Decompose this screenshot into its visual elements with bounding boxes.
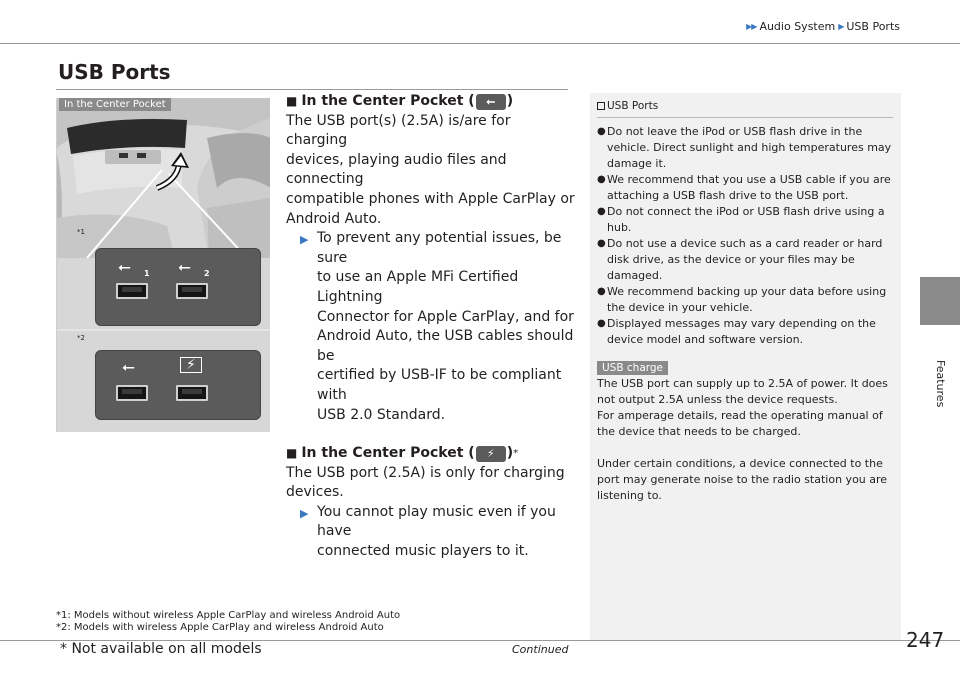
bullet-line: We recommend backing up your data before using — [607, 285, 887, 298]
sidebar-notes — [590, 93, 901, 640]
chapter-tab[interactable] — [920, 277, 960, 325]
usb-icon: ⭠ — [118, 257, 131, 276]
main-content — [286, 92, 576, 562]
bullet-line: attaching a USB flash drive to the USB port. — [607, 189, 849, 202]
section-body-usb — [286, 112, 576, 230]
note-line: Android Auto, the USB cables should be — [317, 328, 574, 364]
section-heading-usb — [286, 92, 576, 112]
usb-icon: ⭠ — [178, 257, 191, 276]
square-bullet-icon: ■ — [286, 94, 298, 108]
bullet-line: hub. — [607, 221, 632, 234]
para-line: port may generate noise to the radio station you are — [597, 473, 888, 486]
page-title: USB Ports — [58, 60, 171, 84]
bullet-line: Do not leave the iPod or USB flash drive in the — [607, 125, 863, 138]
bullet-line: Displayed messages may vary depending on the — [607, 317, 876, 330]
square-bullet-icon: ■ — [286, 446, 298, 461]
page-number: 247 — [906, 628, 945, 652]
usb-charge-tag: USB charge — [597, 361, 668, 375]
note-line: certified by USB-IF to be compliant with — [317, 367, 562, 403]
usb-icon: ⭠ — [476, 94, 506, 110]
note-arrow-icon: ▶ — [300, 233, 309, 247]
usb-charge-icon: ⚡ — [180, 357, 202, 373]
chapter-label: Features — [934, 360, 947, 408]
body-line: devices. — [286, 484, 344, 501]
bullet-item — [597, 124, 893, 172]
bullet-item — [597, 204, 893, 236]
note-line: You cannot play music even if you have — [317, 503, 556, 540]
para-line: Under certain conditions, a device connected to the — [597, 457, 883, 470]
sidebar-title-text: USB Ports — [607, 100, 659, 112]
para-line: The USB port can supply up to 2.5A of power. It does — [597, 377, 888, 390]
model-mark-2: *2 — [77, 334, 85, 342]
usb-slot-charge-1[interactable] — [116, 385, 148, 401]
usb-slot-charge-2[interactable] — [176, 385, 208, 401]
usb-charge-icon: ⚡ — [476, 446, 506, 462]
para-line: the device that needs to be charged. — [597, 425, 801, 438]
section-heading-charge — [286, 444, 576, 464]
port-number-1: 1 — [144, 269, 150, 278]
bullet-line: Do not use a device such as a card reader or hard — [607, 237, 883, 250]
body-line: Android Auto. — [286, 210, 382, 227]
model-mark-1: *1 — [77, 228, 85, 236]
note-line: USB 2.0 Standard. — [317, 406, 446, 423]
bullet-dot-icon: ● — [597, 238, 606, 249]
breadcrumb-parent[interactable]: Audio System — [759, 20, 836, 33]
photo-label: In the Center Pocket — [59, 98, 171, 111]
bullet-item — [597, 316, 893, 348]
breadcrumb-arrow-icon: ▶▶ — [746, 22, 757, 31]
para-line: For amperage details, read the operating manual of — [597, 409, 883, 422]
note-line: To prevent any potential issues, be sure — [317, 230, 562, 266]
footnote-2: *2: Models with wireless Apple CarPlay and wireless Android Auto — [56, 622, 384, 633]
bullet-line: the device in your vehicle. — [607, 301, 753, 314]
bullet-item — [597, 284, 893, 316]
usb-port-panel-1 — [95, 248, 261, 326]
note-line: connected music players to it. — [317, 543, 529, 560]
header-divider — [0, 43, 960, 44]
not-available-note: * Not available on all models — [60, 641, 262, 657]
section-heading-text: In the Center Pocket ( — [301, 445, 475, 462]
footnotes — [56, 610, 400, 634]
bullet-dot-icon: ● — [597, 286, 606, 297]
reference-box-icon — [597, 102, 605, 110]
note-line: to use an Apple MFi Certified Lightning — [317, 269, 519, 305]
sidebar-title — [597, 98, 893, 118]
section-heading-close: ) — [506, 93, 514, 109]
note-line: Connector for Apple CarPlay, and for — [317, 308, 574, 325]
body-line: compatible phones with Apple CarPlay or — [286, 190, 575, 207]
body-line: The USB port (2.5A) is only for charging — [286, 464, 565, 481]
usb-port-panel-2 — [95, 350, 261, 420]
title-divider — [56, 89, 568, 90]
para-line: listening to. — [597, 489, 662, 502]
bullet-line: We recommend that you use a USB cable if you are — [607, 173, 891, 186]
bullet-dot-icon: ● — [597, 126, 606, 137]
body-line: devices, playing audio files and connecting — [286, 151, 507, 188]
body-line: The USB port(s) (2.5A) is/are for charging — [286, 112, 511, 149]
center-pocket-photo — [56, 98, 270, 432]
bullet-item — [597, 172, 893, 204]
section-body-charge — [286, 464, 576, 503]
bullet-line: Do not connect the iPod or USB flash drive using a — [607, 205, 885, 218]
usb-icon: ⭠ — [122, 357, 135, 376]
bullet-dot-icon: ● — [597, 174, 606, 185]
charge-paragraph-1 — [597, 376, 893, 440]
bullet-line: damaged. — [607, 269, 663, 282]
bullet-line: device model and software version. — [607, 333, 804, 346]
not-available-marker: * — [513, 448, 519, 460]
bullet-line: disk drive, as the device or your files may be — [607, 253, 855, 266]
bullet-line: vehicle. Direct sunlight and high temperatures may — [607, 141, 892, 154]
section-heading-text: In the Center Pocket ( — [301, 93, 475, 109]
footnote-1: *1: Models without wireless Apple CarPlay and wireless Android Auto — [56, 610, 401, 621]
para-line: not output 2.5A unless the device requests. — [597, 393, 838, 406]
charge-paragraph-2 — [597, 456, 893, 504]
breadcrumb — [746, 20, 900, 33]
section-note-charge — [286, 503, 576, 562]
breadcrumb-current: USB Ports — [846, 20, 900, 33]
note-arrow-icon: ▶ — [300, 506, 309, 520]
bullet-dot-icon: ● — [597, 206, 606, 217]
breadcrumb-arrow-icon: ▶ — [838, 22, 844, 31]
port-number-2: 2 — [204, 269, 210, 278]
continued-label: Continued — [512, 643, 569, 656]
bullet-dot-icon: ● — [597, 318, 606, 329]
section-note-usb — [286, 229, 576, 425]
bullet-item — [597, 236, 893, 284]
usb-slot-1[interactable] — [116, 283, 148, 299]
usb-slot-2[interactable] — [176, 283, 208, 299]
section-heading-close: ) — [506, 445, 514, 462]
bullet-line: damage it. — [607, 157, 667, 170]
